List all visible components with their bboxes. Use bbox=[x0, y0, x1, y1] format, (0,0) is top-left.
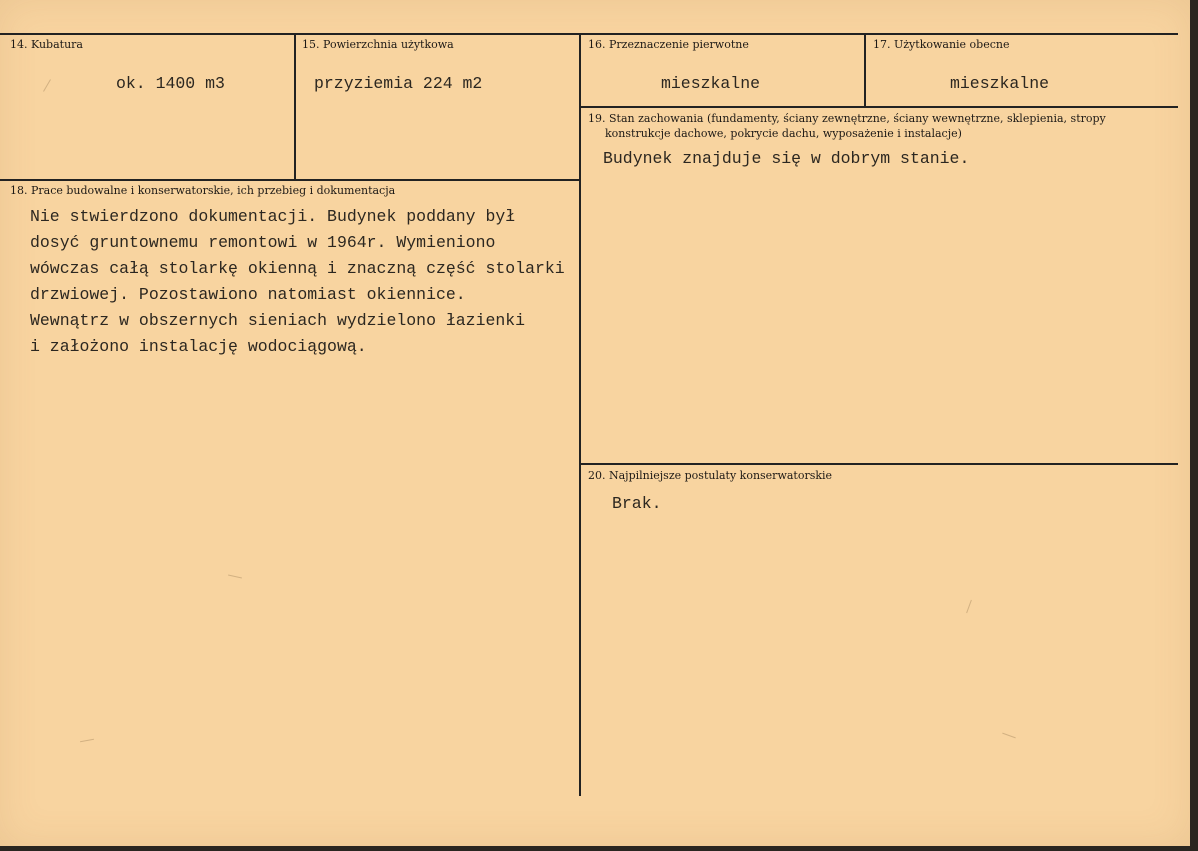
field-18-text bbox=[30, 204, 565, 360]
divider-16-19 bbox=[580, 106, 1178, 108]
field-19-label-continued: konstrukcje dachowe, pokrycie dachu, wyposażenie i instalacje) bbox=[605, 127, 962, 140]
field-17-value: mieszkalne bbox=[950, 74, 1050, 93]
field-18-line: i założono instalację wodociągową. bbox=[30, 337, 367, 356]
field-16-label: 16. Przeznaczenie pierwotne bbox=[588, 38, 749, 51]
field-14-value: ok. 1400 m3 bbox=[116, 74, 225, 93]
divider-14-15 bbox=[294, 33, 296, 179]
field-14-label: 14. Kubatura bbox=[10, 38, 83, 51]
field-18-line: Wewnątrz w obszernych sieniach wydzielono łazienki bbox=[30, 311, 526, 330]
field-15-value: przyziemia 224 m2 bbox=[314, 74, 483, 93]
field-20-label: 20. Najpilniejsze postulaty konserwatorskie bbox=[588, 469, 833, 482]
field-18-line: Nie stwierdzono dokumentacji. Budynek poddany był bbox=[30, 207, 516, 226]
paper-fiber bbox=[966, 600, 972, 613]
paper-fiber bbox=[80, 739, 94, 742]
field-18-line: drzwiowej. Pozostawiono natomiast okiennice. bbox=[30, 285, 466, 304]
top-border bbox=[0, 33, 1178, 35]
field-16-value: mieszkalne bbox=[661, 74, 761, 93]
field-19-value: Budynek znajduje się w dobrym stanie. bbox=[603, 149, 970, 168]
field-18-line: wówczas całą stolarkę okienną i znaczną część stolarki bbox=[30, 259, 565, 278]
divider-16-17 bbox=[864, 33, 866, 107]
field-18-line: dosyć gruntownemu remontowi w 1964r. Wymieniono bbox=[30, 233, 496, 252]
divider-14-18 bbox=[0, 179, 580, 181]
paper-fiber bbox=[1002, 733, 1015, 739]
field-19-label: 19. Stan zachowania (fundamenty, ściany zewnętrzne, ściany wewnętrzne, sklepienia, stropy bbox=[588, 112, 1106, 125]
divider-19-20 bbox=[580, 463, 1178, 465]
paper-fiber bbox=[228, 575, 242, 579]
field-15-label: 15. Powierzchnia użytkowa bbox=[302, 38, 454, 51]
field-18-label: 18. Prace budowalne i konserwatorskie, ich przebieg i dokumentacja bbox=[10, 184, 396, 197]
field-17-label: 17. Użytkowanie obecne bbox=[873, 38, 1010, 51]
paper-fiber bbox=[43, 79, 51, 92]
field-20-value: Brak. bbox=[612, 494, 662, 513]
divider-center bbox=[579, 33, 581, 796]
